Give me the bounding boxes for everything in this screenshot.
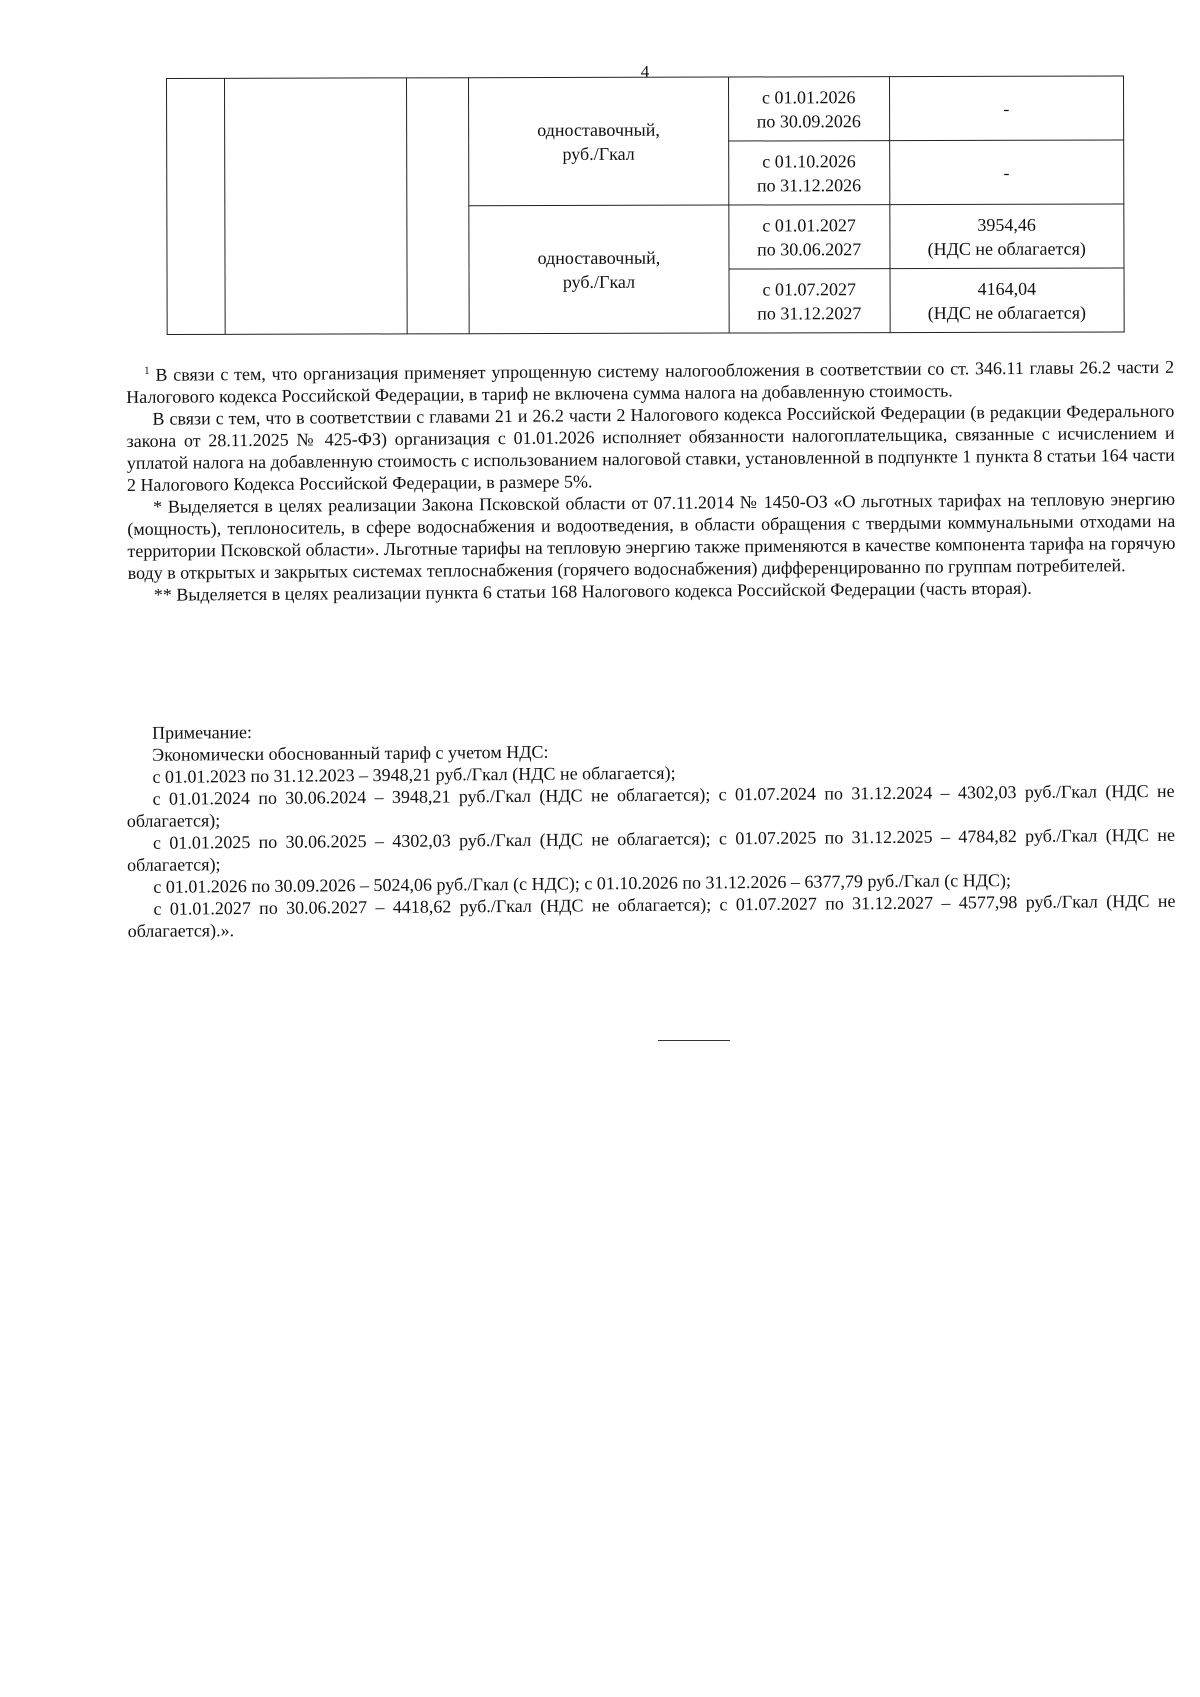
empty-cell-group (407, 78, 469, 334)
closing-separator-line (658, 1040, 730, 1041)
footnote-1-continuation: В связи с тем, что в соответствии с главами 21 и 26.2 части 2 Налогового кодекса Российской Федерации (в редакции Федерального закона от 28.11.2025 № 425-ФЗ) организация с 01.01.2026 исполняет обязанности налогоплательщика, связанные с исчислением и уплатой налога на добавленную стоимость с использованием налоговой ставки, установленной в подпункте 1 пункта 8 статьи 164 части 2 Налогового Кодекса Российской Федерации, в размере 5%. (126, 400, 1175, 495)
value-cell: 4164,04 (НДС не облагается) (890, 268, 1125, 333)
footnotes-block (126, 356, 1176, 606)
remarks-line: с 01.01.2027 по 30.06.2027 – 4418,62 руб./Гкал (НДС не облагается); с 01.07.2027 по 31.12.2027 – 4577,98 руб./Гкал (НДС не облагается).». (127, 890, 1176, 941)
period-cell: с 01.01.2026 по 30.09.2026 (728, 77, 889, 141)
tariff-table (166, 75, 1125, 335)
footnote-mark: 1 (144, 364, 150, 377)
footnote-1: $^1$ В связи с тем, что организация применяет упрощенную систему налогообложения в соответствии со ст. 346.11 главы 26.2 части 2 Налогового кодекса Российской Федерации, в тариф не включена сумма налога на добавленную стоимость. (126, 356, 1175, 407)
remarks-heading: Примечание: (152, 722, 253, 743)
remarks-line: с 01.01.2026 по 30.09.2026 – 5024,06 руб./Гкал (с НДС); с 01.10.2026 по 31.12.2026 – 6377,79 руб./Гкал (с НДС); (153, 870, 1012, 897)
remarks-block (126, 714, 1176, 942)
period-cell: с 01.07.2027 по 31.12.2027 (729, 269, 890, 333)
value-cell: - (889, 140, 1124, 205)
remarks-line: с 01.01.2024 по 30.06.2024 – 3948,21 руб./Гкал (НДС не облагается); с 01.07.2024 по 31.12.2024 – 4302,03 руб./Гкал (НДС не облагается); (126, 780, 1175, 831)
remarks-subheading: Экономически обоснованный тариф с учетом НДС: (152, 741, 549, 765)
empty-cell-organization (225, 78, 408, 334)
footnote-star-2: ** Выделяется в целях реализации пункта 6 статьи 168 Налогового кодекса Российской Федерации (часть вторая). (153, 577, 1032, 605)
value-cell: - (889, 76, 1124, 141)
footnote-star-1: * Выделяется в целях реализации Закона Псковской области от 07.11.2014 № 1450-ОЗ «О льготных тарифах на тепловую энергию (мощность), теплоноситель, в сфере водоснабжения и водоотведения, в области обращения с твердыми коммунальными отходами на территории Псковской области». Льготные тарифы на тепловую энергию также применяются в качестве компонента тарифа на горячую воду в открытых и закрытых системах теплоснабжения (горячего водоснабжения) дифференцированно по группам потребителей. (127, 488, 1176, 583)
tariff-type-cell: одноставочный, руб./Гкал (468, 77, 728, 206)
remarks-line: с 01.01.2025 по 30.06.2025 – 4302,03 руб./Гкал (НДС не облагается); с 01.07.2025 по 31.12.2025 – 4784,82 руб./Гкал (НДС не облагается); (127, 824, 1175, 875)
value-cell: 3954,46 (НДС не облагается) (889, 204, 1124, 269)
period-cell: с 01.01.2027 по 30.06.2027 (729, 205, 890, 269)
page-number: 4 (640, 62, 650, 81)
remarks-line: с 01.01.2023 по 31.12.2023 – 3948,21 руб./Гкал (НДС не облагается); (152, 762, 676, 787)
empty-cell-number (167, 78, 226, 334)
table-row (167, 76, 1124, 143)
tariff-type-cell: одноставочный, руб./Гкал (469, 205, 729, 334)
period-cell: с 01.10.2026 по 31.12.2026 (729, 141, 890, 205)
